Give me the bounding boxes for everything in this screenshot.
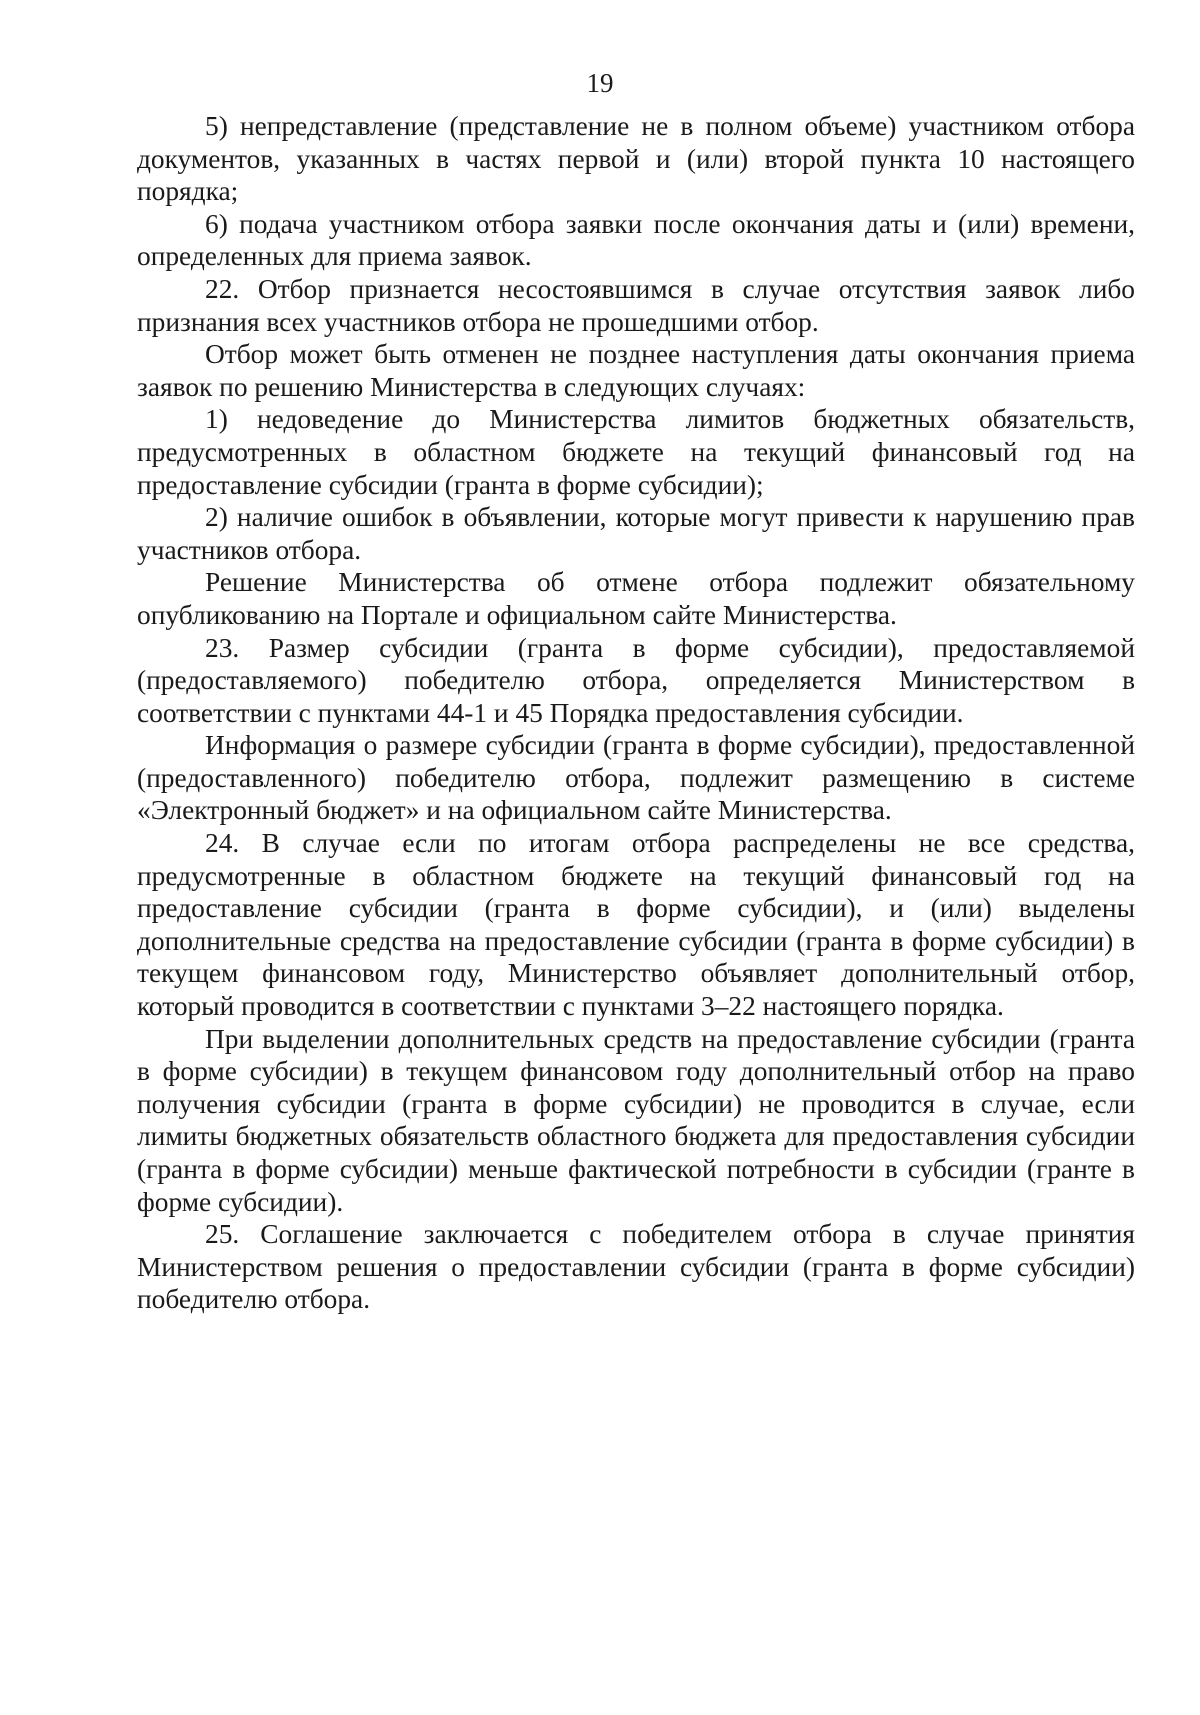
- page-number: 19: [586, 68, 614, 98]
- paragraph-cancellation-case-1: 1) недоведение до Министерства лимитов бюджетных обязательств, предусмотренных в областном бюджете на текущий финансовый год на предоставление субсидии (гранта в форме субсидии);: [137, 404, 1135, 500]
- paragraph-25: 25. Соглашение заключается с победителем отбора в случае принятия Министерством решения о предоставлении субсидии (гранта в форме субсидии) победителю отбора.: [137, 1219, 1135, 1315]
- paragraph-22: 22. Отбор признается несостоявшимся в случае отсутствия заявок либо признания всех участников отбора не прошедшими отбор.: [137, 273, 1135, 337]
- paragraph-cancellation-publication: Решение Министерства об отмене отбора подлежит обязательному опубликованию на Портале и официальном сайте Министерства.: [137, 567, 1135, 630]
- paragraph-cancellation-case-2: 2) наличие ошибок в объявлении, которые могут привести к нарушению прав участников отбора.: [137, 502, 1135, 565]
- paragraph-item-6: 6) подача участником отбора заявки после окончания даты и (или) времени, определенных для приема заявок.: [137, 208, 1135, 272]
- paragraph-24: 24. В случае если по итогам отбора распределены не все средства, предусмотренные в областном бюджете на текущий финансовый год на предоставление субсидии (гранта в форме субсидии), и (или) выделены дополнительные средства на предоставление субсидии (гранта в форме субсидии) в текущем финансовом году, Министерство объявляет дополнительный отбор, который проводится в соответствии с пунктами 3–22 настоящего порядка.: [137, 828, 1135, 1022]
- document-body: [137, 110, 1135, 1316]
- paragraph-subsidy-information: Информация о размере субсидии (гранта в форме субсидии), предоставленной (предоставленного) победителю отбора, подлежит размещению в системе «Электронный бюджет» и на официальном сайте Министерства.: [137, 730, 1135, 826]
- paragraph-additional-funds: При выделении дополнительных средств на предоставление субсидии (гранта в форме субсидии) в текущем финансовом году дополнительный отбор на право получения субсидии (гранта в форме субсидии) не проводится в случае, если лимиты бюджетных обязательств областного бюджета для предоставления субсидии (гранта в форме субсидии) меньше фактической потребности в субсидии (гранте в форме субсидии).: [137, 1023, 1135, 1217]
- paragraph-cancellation-intro: Отбор может быть отменен не позднее наступления даты окончания приема заявок по решению Министерства в следующих случаях:: [137, 339, 1135, 402]
- paragraph-item-5: 5) непредставление (представление не в полном объеме) участником отбора документов, указанных в частях первой и (или) второй пункта 10 настоящего порядка;: [137, 111, 1135, 207]
- paragraph-23: 23. Размер субсидии (гранта в форме субсидии), предоставляемой (предоставляемого) победителю отбора, определяется Министерством в соответствии с пунктами 44-1 и 45 Порядка предоставления субсидии.: [137, 632, 1135, 728]
